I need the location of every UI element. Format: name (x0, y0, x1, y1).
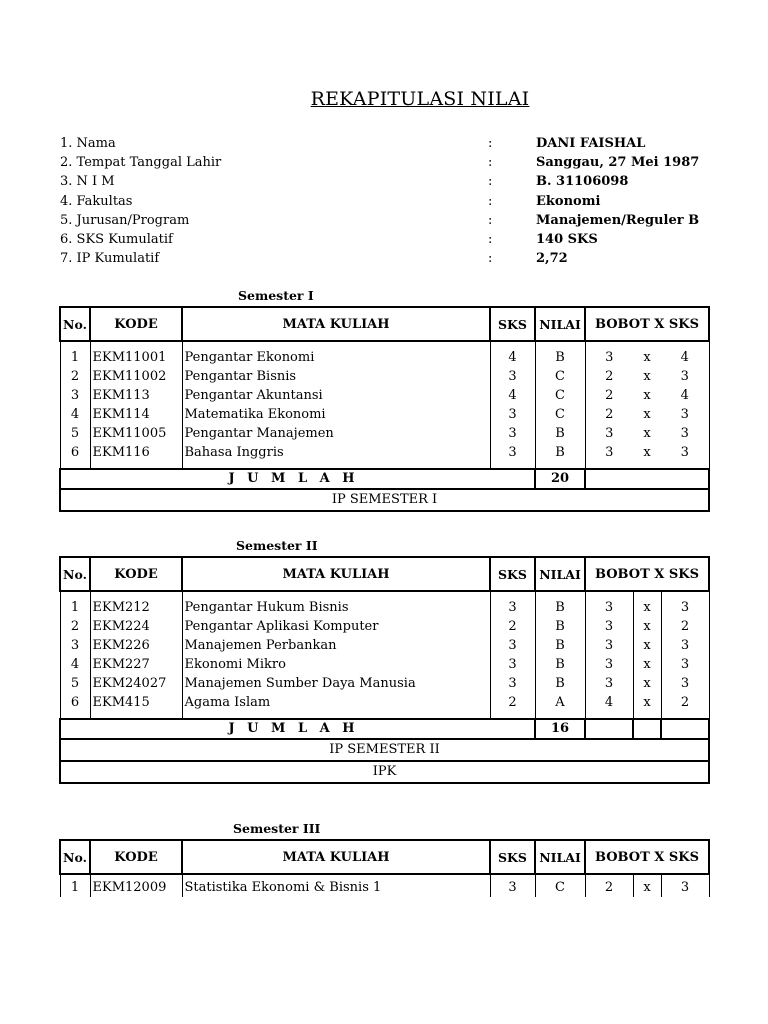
header-nilai: NILAI (535, 307, 585, 341)
row-mata-kuliah: Manajemen Perbankan (182, 636, 490, 655)
row-sks: 2 (490, 693, 535, 719)
header-mata-kuliah: MATA KULIAH (182, 307, 490, 341)
row-sks-mult: 3 (661, 655, 709, 674)
row-nilai: A (535, 693, 585, 719)
info-value: Manajemen/Reguler B (536, 212, 700, 228)
row-nilai: B (535, 636, 585, 655)
row-nilai: B (535, 655, 585, 674)
table-row (60, 405, 709, 424)
row-sks: 4 (490, 386, 535, 405)
row-bobot: 2 (585, 386, 633, 405)
jumlah-sks: 16 (535, 719, 585, 739)
table-row (60, 636, 709, 655)
table-header (60, 840, 709, 874)
row-mata-kuliah: Pengantar Akuntansi (182, 386, 490, 405)
row-times: x (633, 591, 661, 617)
row-nilai: B (535, 341, 585, 367)
row-no: 1 (60, 341, 90, 367)
row-sks-mult: 3 (661, 674, 709, 693)
info-row-sks-kumulatif (60, 230, 710, 249)
row-nilai: B (535, 674, 585, 693)
row-times: x (633, 655, 661, 674)
row-nilai: B (535, 617, 585, 636)
row-bobot: 3 (585, 443, 633, 469)
row-no: 4 (60, 405, 90, 424)
row-sks: 3 (490, 674, 535, 693)
row-bobot: 2 (585, 367, 633, 386)
info-colon: : (488, 212, 493, 228)
row-no: 5 (60, 424, 90, 443)
row-sks-mult: 3 (661, 591, 709, 617)
row-kode: EKM113 (90, 386, 182, 405)
row-times: x (643, 445, 651, 460)
row-mata-kuliah: Pengantar Aplikasi Komputer (182, 617, 490, 636)
header-nilai: NILAI (535, 840, 585, 874)
info-colon: : (488, 231, 493, 247)
row-no: 5 (60, 674, 90, 693)
row-no: 4 (60, 655, 90, 674)
table-row (60, 591, 709, 617)
info-row-ip-kumulatif (60, 249, 710, 268)
jumlah-sks-mult (661, 719, 709, 739)
semester-2-title: Semester II (236, 538, 318, 553)
row-bobot: 3 (585, 617, 633, 636)
info-label: 5. Jurusan/Program (60, 212, 190, 228)
row-sks: 3 (490, 424, 535, 443)
jumlah-sks: 20 (535, 469, 585, 489)
header-bobot: BOBOT X SKS (585, 307, 709, 341)
info-value: Ekonomi (536, 193, 601, 209)
table-row (60, 674, 709, 693)
row-nilai: C (535, 405, 585, 424)
table-row (60, 617, 709, 636)
row-mata-kuliah: Pengantar Ekonomi (182, 341, 490, 367)
row-sks-mult: 2 (661, 693, 709, 719)
row-bobot: 4 (585, 693, 633, 719)
row-bobot: 3 (585, 636, 633, 655)
info-value: 140 SKS (536, 231, 598, 247)
table-header (60, 307, 709, 341)
table-row (60, 655, 709, 674)
page-title: REKAPITULASI NILAI (310, 88, 530, 110)
info-label: 1. Nama (60, 136, 116, 151)
row-sks-mult: 4 (661, 341, 709, 367)
row-nilai: B (535, 443, 585, 469)
header-no: No. (60, 557, 90, 591)
jumlah-label: J U M L A H (60, 719, 535, 739)
row-sks-mult: 3 (661, 405, 709, 424)
row-mata-kuliah: Bahasa Inggris (182, 443, 490, 469)
row-no: 1 (60, 591, 90, 617)
info-row-jurusan (60, 211, 710, 230)
row-kode: EKM11005 (90, 424, 182, 443)
info-colon: : (488, 251, 493, 267)
header-kode: KODE (90, 840, 182, 874)
table-header (60, 557, 709, 591)
ipk-row (60, 761, 709, 783)
ip-semester-row (60, 489, 709, 511)
header-mata-kuliah: MATA KULIAH (182, 840, 490, 874)
row-sks: 3 (490, 874, 535, 897)
row-sks-mult: 3 (661, 636, 709, 655)
row-times: x (643, 388, 651, 403)
row-bobot: 3 (585, 341, 633, 367)
row-bobot: 3 (585, 655, 633, 674)
row-times: x (643, 369, 651, 384)
row-sks: 3 (490, 443, 535, 469)
header-kode: KODE (90, 557, 182, 591)
row-kode: EKM11001 (90, 341, 182, 367)
row-sks: 2 (490, 617, 535, 636)
semester-1-title: Semester I (238, 288, 314, 303)
row-sks: 3 (490, 591, 535, 617)
row-kode: EKM212 (90, 591, 182, 617)
row-bobot: 3 (585, 591, 633, 617)
row-sks-mult: 3 (661, 367, 709, 386)
table-row (60, 424, 709, 443)
row-no: 2 (60, 367, 90, 386)
info-row-nama (60, 134, 710, 153)
jumlah-label: J U M L A H (60, 469, 535, 489)
semester-2-table (59, 556, 710, 784)
row-sks: 4 (490, 341, 535, 367)
row-kode: EKM12009 (90, 874, 182, 897)
info-label: 6. SKS Kumulatif (60, 231, 173, 247)
row-mata-kuliah: Statistika Ekonomi & Bisnis 1 (182, 874, 490, 897)
info-label: 2. Tempat Tanggal Lahir (60, 155, 222, 171)
row-times: x (643, 407, 651, 422)
row-nilai: B (535, 591, 585, 617)
row-bobot: 2 (585, 874, 633, 897)
row-kode: EKM114 (90, 405, 182, 424)
row-no: 6 (60, 693, 90, 719)
jumlah-row (60, 469, 709, 489)
ip-semester-label: IP SEMESTER I (60, 489, 709, 511)
semester-2-rows (60, 591, 709, 719)
row-sks: 3 (490, 367, 535, 386)
table-row (60, 341, 709, 367)
row-sks-mult: 3 (661, 874, 709, 897)
row-mata-kuliah: Matematika Ekonomi (182, 405, 490, 424)
header-kode: KODE (90, 307, 182, 341)
header-sks: SKS (490, 307, 535, 341)
row-bobot: 3 (585, 424, 633, 443)
row-times: x (633, 693, 661, 719)
info-value: B. 31106098 (536, 174, 629, 190)
row-nilai: B (535, 424, 585, 443)
info-colon: : (488, 136, 493, 151)
header-nilai: NILAI (535, 557, 585, 591)
info-row-fakultas (60, 192, 710, 211)
row-no: 3 (60, 386, 90, 405)
row-mata-kuliah: Agama Islam (182, 693, 490, 719)
semester-3-title: Semester III (233, 821, 321, 836)
info-label: 7. IP Kumulatif (60, 251, 160, 267)
row-sks-mult: 4 (661, 386, 709, 405)
row-times: x (633, 874, 661, 897)
info-colon: : (488, 174, 493, 190)
row-nilai: C (535, 367, 585, 386)
row-no: 1 (60, 874, 90, 897)
row-nilai: C (535, 874, 585, 897)
table-row (60, 874, 709, 897)
row-kode: EKM415 (90, 693, 182, 719)
info-label: 3. N I M (60, 174, 115, 190)
row-bobot: 2 (585, 405, 633, 424)
row-kode: EKM227 (90, 655, 182, 674)
table-row (60, 367, 709, 386)
table-row (60, 693, 709, 719)
semester-3-table (59, 839, 710, 897)
row-kode: EKM226 (90, 636, 182, 655)
jumlah-bobot (585, 469, 709, 489)
semester-1-table (59, 306, 710, 512)
row-mata-kuliah: Manajemen Sumber Daya Manusia (182, 674, 490, 693)
info-value: DANI FAISHAL (536, 136, 646, 151)
info-colon: : (488, 193, 493, 209)
jumlah-row (60, 719, 709, 739)
row-times: x (633, 674, 661, 693)
jumlah-bobot (585, 719, 633, 739)
info-value: Sanggau, 27 Mei 1987 (536, 155, 700, 171)
row-sks-mult: 3 (661, 443, 709, 469)
row-mata-kuliah: Ekonomi Mikro (182, 655, 490, 674)
header-no: No. (60, 307, 90, 341)
row-times: x (643, 350, 651, 365)
info-colon: : (488, 155, 493, 171)
row-mata-kuliah: Pengantar Bisnis (182, 367, 490, 386)
row-no: 2 (60, 617, 90, 636)
row-nilai: C (535, 386, 585, 405)
student-info (60, 134, 710, 268)
ip-semester-label: IP SEMESTER II (60, 739, 709, 761)
row-kode: EKM24027 (90, 674, 182, 693)
header-sks: SKS (490, 557, 535, 591)
info-row-nim (60, 172, 710, 191)
row-kode: EKM11002 (90, 367, 182, 386)
ipk-label: IPK (60, 761, 709, 783)
row-no: 3 (60, 636, 90, 655)
row-kode: EKM116 (90, 443, 182, 469)
row-no: 6 (60, 443, 90, 469)
row-times: x (633, 636, 661, 655)
header-bobot: BOBOT X SKS (585, 557, 709, 591)
row-bobot: 3 (585, 674, 633, 693)
header-mata-kuliah: MATA KULIAH (182, 557, 490, 591)
info-value: 2,72 (536, 251, 568, 267)
jumlah-times (633, 719, 661, 739)
row-sks: 3 (490, 405, 535, 424)
semester-1-rows (60, 341, 709, 469)
row-times: x (643, 426, 651, 441)
row-sks: 3 (490, 636, 535, 655)
row-sks-mult: 2 (661, 617, 709, 636)
header-bobot: BOBOT X SKS (585, 840, 709, 874)
header-sks: SKS (490, 840, 535, 874)
row-times: x (633, 617, 661, 636)
header-no: No. (60, 840, 90, 874)
info-label: 4. Fakultas (60, 193, 133, 209)
info-row-ttl (60, 153, 710, 172)
row-kode: EKM224 (90, 617, 182, 636)
ip-semester-row (60, 739, 709, 761)
row-sks-mult: 3 (661, 424, 709, 443)
row-mata-kuliah: Pengantar Hukum Bisnis (182, 591, 490, 617)
table-row (60, 443, 709, 469)
row-mata-kuliah: Pengantar Manajemen (182, 424, 490, 443)
row-sks: 3 (490, 655, 535, 674)
table-row (60, 386, 709, 405)
